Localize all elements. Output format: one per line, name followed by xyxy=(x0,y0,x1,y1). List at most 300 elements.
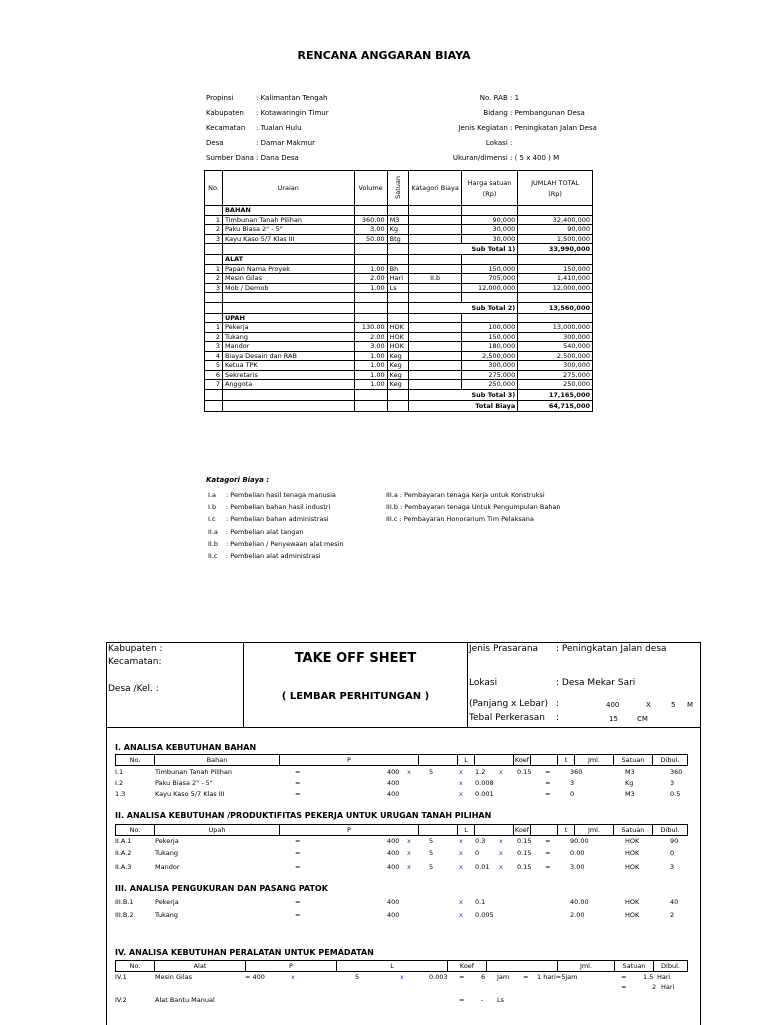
lebar-value: 5 xyxy=(671,701,676,709)
info-value: : Tualan Hulu xyxy=(256,124,302,132)
total-value: 64,715,000 xyxy=(518,400,593,411)
kategori-item xyxy=(208,513,344,525)
times: x xyxy=(459,768,463,776)
cell xyxy=(222,244,354,255)
subtotal-value: 33,990,000 xyxy=(518,244,593,255)
p-value: 400 xyxy=(387,911,400,919)
blank-row xyxy=(205,293,593,303)
tebal-value: 15 xyxy=(609,715,618,723)
lokasi-label: Lokasi xyxy=(469,678,498,688)
col-volume: Volume xyxy=(354,171,387,206)
info-value: : ( 5 x 400 ) M xyxy=(510,154,560,162)
cell xyxy=(205,206,223,216)
row-harga: 2,500,000 xyxy=(461,351,517,361)
info-value: : Kalimantan Tengah xyxy=(256,94,328,102)
info-key: Ukuran/dimensi xyxy=(452,154,510,162)
analysis-table-header xyxy=(115,824,688,836)
item-name: Timbunan Tanah Pilihan xyxy=(155,768,233,776)
section-4-title: IV. ANALISA KEBUTUHAN PERALATAN UNTUK PEMADATAN xyxy=(115,948,374,957)
koef-value: 1.2 xyxy=(475,768,486,776)
kategori-item xyxy=(208,550,344,562)
col-no: No. xyxy=(205,171,223,206)
cell xyxy=(222,293,354,303)
kategori-legend xyxy=(206,476,561,560)
cell xyxy=(409,206,461,216)
row-uraian: Biaya Desain dan RAB xyxy=(222,351,354,361)
row-total: 1,410,000 xyxy=(518,274,593,284)
equals: = xyxy=(295,790,301,798)
upah-header xyxy=(205,313,593,323)
row-harga: 275,000 xyxy=(461,370,517,380)
row-no: 5 xyxy=(205,361,223,371)
t-value: 0.15 xyxy=(517,768,532,776)
tos-header-right xyxy=(468,643,700,727)
row-volume: 1.00 xyxy=(354,264,387,274)
total-label: Total Biaya xyxy=(409,400,518,411)
cell xyxy=(222,302,354,313)
analysis-row xyxy=(115,778,686,789)
row-no: 7 xyxy=(205,380,223,390)
kategori-item: III.c : Pembayaran Honorarium Tim Pelaksana xyxy=(386,515,534,524)
info-row xyxy=(453,136,600,151)
info-key: Propinsi xyxy=(206,94,234,102)
ls-unit: Ls xyxy=(497,996,505,1004)
no: III.B.2 xyxy=(115,911,134,919)
koef-value: 0.3 xyxy=(475,837,486,845)
tebal-label: Tebal Perkerasan xyxy=(469,713,545,723)
equals: = xyxy=(523,973,529,981)
equals: = xyxy=(459,973,465,981)
cell xyxy=(461,206,517,216)
row-satuan: Keg xyxy=(387,370,409,380)
table-row xyxy=(205,323,593,333)
equals: = xyxy=(295,911,301,919)
dibul-value: 0.5 xyxy=(670,790,681,798)
table-row xyxy=(205,351,593,361)
row-volume: 2.00 xyxy=(354,332,387,342)
cell xyxy=(461,255,517,265)
header-cell: Jml. xyxy=(575,825,614,835)
row-harga: 180,000 xyxy=(461,342,517,352)
analysis-row xyxy=(115,995,686,1006)
row-katagori xyxy=(409,332,461,342)
header-cell: Dibul. xyxy=(653,755,688,765)
table-row xyxy=(205,264,593,274)
koef-value: 0.008 xyxy=(475,779,494,787)
row-uraian: Ketua TPK xyxy=(222,361,354,371)
subtotal-value: 13,560,000 xyxy=(518,302,593,313)
row-total: 1,500,000 xyxy=(518,234,593,244)
times: x xyxy=(459,911,463,919)
cell xyxy=(354,389,387,400)
cell xyxy=(222,400,354,411)
row-harga: 300,000 xyxy=(461,361,517,371)
koef-value: 0.01 xyxy=(475,863,490,871)
kabupaten-label: Kabupaten : xyxy=(108,644,163,654)
koef-value: 0.1 xyxy=(475,898,486,906)
total-row xyxy=(205,400,593,411)
row-satuan: Bh xyxy=(387,264,409,274)
analysis-row xyxy=(115,982,686,993)
cell xyxy=(354,244,387,255)
header-cell xyxy=(475,755,514,765)
row-harga: 250,000 xyxy=(461,380,517,390)
header-cell: t xyxy=(558,825,575,835)
koef-value: 0.003 xyxy=(429,973,448,981)
row-uraian: Paku Biasa 2" - 5" xyxy=(222,225,354,235)
satuan-value: M3 xyxy=(625,790,635,798)
cell xyxy=(387,244,409,255)
section-label: BAHAN xyxy=(222,206,354,216)
row-no: 4 xyxy=(205,351,223,361)
alat-header xyxy=(205,255,593,265)
row-satuan: Kg xyxy=(387,225,409,235)
unit-cm: CM xyxy=(637,715,648,723)
no: II.A.3 xyxy=(115,863,132,871)
info-key: Desa xyxy=(206,139,224,147)
satuan-value: HOK xyxy=(625,849,640,857)
row-uraian: Anggota xyxy=(222,380,354,390)
table-row xyxy=(205,380,593,390)
p-value: 400 xyxy=(387,863,400,871)
row-harga: 150,000 xyxy=(461,264,517,274)
cell xyxy=(354,313,387,323)
kategori-code: II.a xyxy=(208,527,218,536)
analysis-row xyxy=(115,848,686,859)
info-row xyxy=(453,106,600,121)
item-name: Tukang xyxy=(155,911,178,919)
jml-value: 360 xyxy=(570,768,583,776)
equals: = xyxy=(545,849,551,857)
no: I.1 xyxy=(115,768,124,776)
col-satuan: Satuan xyxy=(387,171,409,206)
cell xyxy=(387,302,409,313)
equals: = xyxy=(295,863,301,871)
table-row xyxy=(205,215,593,225)
l-value: 5 xyxy=(429,768,434,776)
col-jumlah: JUMLAH TOTAL (Rp) xyxy=(518,171,593,206)
header-cell xyxy=(523,825,558,835)
row-total: 540,000 xyxy=(518,342,593,352)
p-value: 400 xyxy=(387,768,400,776)
p-value: 400 xyxy=(387,779,400,787)
cell xyxy=(387,313,409,323)
row-total: 250,000 xyxy=(518,380,593,390)
info-value: : Pembangunan Desa xyxy=(510,109,585,117)
row-uraian: Papan Nama Proyek xyxy=(222,264,354,274)
row-harga: 30,000 xyxy=(461,225,517,235)
p-value: 400 xyxy=(387,849,400,857)
row-uraian: Mob / Demob xyxy=(222,283,354,293)
jml-value: 3.00 xyxy=(570,863,585,871)
dibul-value: 90 xyxy=(670,837,679,845)
rab-table xyxy=(204,170,593,412)
item-name: Mesin Gilas xyxy=(155,973,193,981)
cell xyxy=(518,255,593,265)
tos-header xyxy=(107,643,700,728)
item-name: Kayu Kaso 5/7 Klas III xyxy=(155,790,225,798)
row-volume: 1.00 xyxy=(354,370,387,380)
equals: = xyxy=(295,849,301,857)
kategori-code: I.b xyxy=(208,503,217,512)
bahan-header xyxy=(205,206,593,216)
cell xyxy=(222,389,354,400)
row-satuan: HOK xyxy=(387,332,409,342)
row-katagori xyxy=(409,323,461,333)
info-value: : Kotawaringin Timur xyxy=(256,109,329,117)
tos-header-left xyxy=(107,643,244,727)
hari-value: 1 hari=5jam xyxy=(537,973,578,981)
unit-m: M xyxy=(687,701,694,709)
times: x xyxy=(459,863,463,871)
row-volume: 1.00 xyxy=(354,361,387,371)
col-katagori: Katagori Biaya xyxy=(409,171,461,206)
no: III.B.1 xyxy=(115,898,134,906)
subtotal-value: 17,165,000 xyxy=(518,389,593,400)
t-value: 0.15 xyxy=(517,863,532,871)
analysis-row xyxy=(115,767,686,778)
subtotal-label: Sub Total 2) xyxy=(409,302,518,313)
jam-label: Jam xyxy=(497,973,510,981)
no: II.A.2 xyxy=(115,849,132,857)
row-harga: 705,000 xyxy=(461,274,517,284)
dash: - xyxy=(481,996,484,1004)
row-katagori xyxy=(409,361,461,371)
jam-value: 6 xyxy=(481,973,486,981)
no: II.A.1 xyxy=(115,837,132,845)
subtotal-label: Sub Total 3) xyxy=(409,389,518,400)
row-uraian: Mandor xyxy=(222,342,354,352)
row-total: 150,000 xyxy=(518,264,593,274)
header-cell: Satuan xyxy=(615,961,654,971)
cell xyxy=(354,400,387,411)
equals: = xyxy=(545,863,551,871)
p-value: 400 xyxy=(387,837,400,845)
project-info-right xyxy=(453,91,600,166)
cell xyxy=(354,302,387,313)
times: x xyxy=(459,790,463,798)
times: x xyxy=(291,973,295,981)
times: x xyxy=(459,849,463,857)
cell xyxy=(354,206,387,216)
kategori-item xyxy=(208,526,344,538)
equals: = xyxy=(621,973,627,981)
section-2-title: II. ANALISA KEBUTUHAN /PRODUKTIFITAS PEKERJA UNTUK URUGAN TANAH PILIHAN xyxy=(115,811,492,820)
kategori-text: : Pembelian bahan administrasi xyxy=(226,515,329,524)
row-harga: 150,000 xyxy=(461,332,517,342)
kategori-item xyxy=(208,501,344,513)
table-row xyxy=(205,225,593,235)
table-row xyxy=(205,274,593,284)
header-cell: Koef xyxy=(448,961,487,971)
row-volume: 2.00 xyxy=(354,274,387,284)
document-title: RENCANA ANGGARAN BIAYA xyxy=(297,49,471,62)
equals: = 400 xyxy=(245,973,265,981)
row-satuan: HOK xyxy=(387,323,409,333)
row-volume: 130.00 xyxy=(354,323,387,333)
col-uraian: Uraian xyxy=(222,171,354,206)
row-no: 3 xyxy=(205,283,223,293)
cell xyxy=(205,255,223,265)
header-cell: P xyxy=(280,755,419,765)
item-name: Alat Bantu Manual xyxy=(155,996,215,1004)
result-2-unit: Hari xyxy=(661,983,675,991)
item-name: Tukang xyxy=(155,849,178,857)
info-key: Kabupaten xyxy=(206,109,244,117)
row-katagori xyxy=(409,234,461,244)
header-cell: Bahan xyxy=(155,755,280,765)
header-cell: L xyxy=(337,961,448,971)
info-value: : Damar Makmur xyxy=(256,139,315,147)
koef-value: 0.005 xyxy=(475,911,494,919)
times: x xyxy=(459,837,463,845)
l-value: 5 xyxy=(429,863,434,871)
times: x xyxy=(407,863,411,871)
info-key: Kecamatan xyxy=(206,124,246,132)
header-cell: P xyxy=(280,825,419,835)
row-satuan: Btg xyxy=(387,234,409,244)
tebal-colon: : xyxy=(556,713,560,723)
row-volume: 3.00 xyxy=(354,342,387,352)
times: x xyxy=(400,973,404,981)
panjang-lebar-label: (Panjang x Lebar) xyxy=(469,699,549,709)
row-total: 12,000,000 xyxy=(518,283,593,293)
p-value: 400 xyxy=(387,790,400,798)
kategori-item: III.b : Pembayaran tenaga Untuk Pengumpulan Bahan xyxy=(386,503,561,512)
header-cell: Satuan xyxy=(614,755,653,765)
cell xyxy=(518,293,593,303)
row-no: 1 xyxy=(205,264,223,274)
equals: = xyxy=(295,768,301,776)
row-katagori xyxy=(409,370,461,380)
equals: = xyxy=(295,779,301,787)
row-satuan: Keg xyxy=(387,380,409,390)
row-katagori xyxy=(409,283,461,293)
row-total: 13,000,000 xyxy=(518,323,593,333)
jenis-value: : Peningkatan Jalan desa xyxy=(556,644,667,654)
cell xyxy=(205,400,223,411)
row-harga: 30,000 xyxy=(461,234,517,244)
times: x xyxy=(459,779,463,787)
result-1-unit: Hari xyxy=(657,973,671,981)
section-label: ALAT xyxy=(222,255,354,265)
item-name: Pekerja xyxy=(155,837,179,845)
row-uraian: Sekretaris xyxy=(222,370,354,380)
row-satuan: M3 xyxy=(387,215,409,225)
row-harga: 90,000 xyxy=(461,215,517,225)
info-value: : Peningkatan Jalan Desa xyxy=(510,124,597,132)
header-cell xyxy=(487,961,558,971)
row-katagori: II.b xyxy=(409,274,461,284)
t-value: 0.15 xyxy=(517,837,532,845)
lokasi-value: : Desa Mekar Sari xyxy=(556,678,636,688)
row-katagori xyxy=(409,342,461,352)
equals: = xyxy=(545,779,551,787)
info-row xyxy=(206,121,329,136)
kategori-code: I.c xyxy=(208,515,216,524)
t-value: 0.15 xyxy=(517,849,532,857)
header-cell xyxy=(419,825,458,835)
table-row xyxy=(205,361,593,371)
take-off-sheet xyxy=(106,642,701,1025)
row-satuan: HOK xyxy=(387,342,409,352)
col-harga: Harga satuan (Rp) xyxy=(461,171,517,206)
row-volume: 1.00 xyxy=(354,351,387,361)
jml-value: 3 xyxy=(570,779,575,787)
jml-value: 40.00 xyxy=(570,898,589,906)
row-total: 2,500,000 xyxy=(518,351,593,361)
header-cell: Dibul. xyxy=(654,961,688,971)
header-cell: Koef xyxy=(514,826,530,834)
row-uraian: Pekerja xyxy=(222,323,354,333)
cell xyxy=(387,255,409,265)
equals: = xyxy=(459,996,465,1004)
jml-value: 2.00 xyxy=(570,911,585,919)
info-key: Sumber Dana xyxy=(206,154,254,162)
row-no: 1 xyxy=(205,323,223,333)
info-row xyxy=(453,91,600,106)
cell xyxy=(205,244,223,255)
jml-value: 0.00 xyxy=(570,849,585,857)
cell xyxy=(409,313,461,323)
cell xyxy=(409,255,461,265)
kategori-code: II.b xyxy=(208,539,219,548)
header-cell: Jml. xyxy=(558,961,615,971)
row-no: 3 xyxy=(205,342,223,352)
dibul-value: 40 xyxy=(670,898,679,906)
header-cell xyxy=(419,755,458,765)
cell xyxy=(354,293,387,303)
kategori-item xyxy=(208,538,344,550)
dibul-value: 3 xyxy=(670,779,675,787)
row-volume: 1.00 xyxy=(354,283,387,293)
equals: = xyxy=(545,768,551,776)
table-row xyxy=(205,234,593,244)
panjang-value: 400 xyxy=(606,701,620,709)
info-row xyxy=(206,136,329,151)
row-satuan: Keg xyxy=(387,351,409,361)
info-row xyxy=(206,91,329,106)
header-cell xyxy=(523,755,558,765)
equals: = xyxy=(545,837,551,845)
kategori-code: I.a xyxy=(208,491,216,499)
row-satuan: Ls xyxy=(387,283,409,293)
satuan-value: M3 xyxy=(625,768,635,776)
row-satuan: Hari xyxy=(387,274,409,284)
header-cell: No. xyxy=(116,825,155,835)
info-value: : xyxy=(510,139,513,147)
equals: = xyxy=(621,983,627,991)
dibul-value: 360 xyxy=(670,768,683,776)
kecamatan-label: Kecamatan: xyxy=(108,657,162,667)
analysis-row xyxy=(115,910,686,921)
section-1-title: I. ANALISA KEBUTUHAN BAHAN xyxy=(115,743,257,752)
kategori-text: : Pembelian bahan hasil industri xyxy=(226,503,331,512)
times: x xyxy=(499,863,503,871)
upah-subtotal xyxy=(205,389,593,400)
koef-value: 0.001 xyxy=(475,790,494,798)
row-no: 2 xyxy=(205,332,223,342)
header-cell: Dibul. xyxy=(653,825,688,835)
header-cell: P xyxy=(246,961,337,971)
header-cell: No. xyxy=(116,961,155,971)
analysis-table-header xyxy=(115,960,688,972)
table-row xyxy=(205,283,593,293)
row-total: 275,000 xyxy=(518,370,593,380)
times: x xyxy=(459,898,463,906)
row-volume: 50.00 xyxy=(354,234,387,244)
cell xyxy=(354,255,387,265)
